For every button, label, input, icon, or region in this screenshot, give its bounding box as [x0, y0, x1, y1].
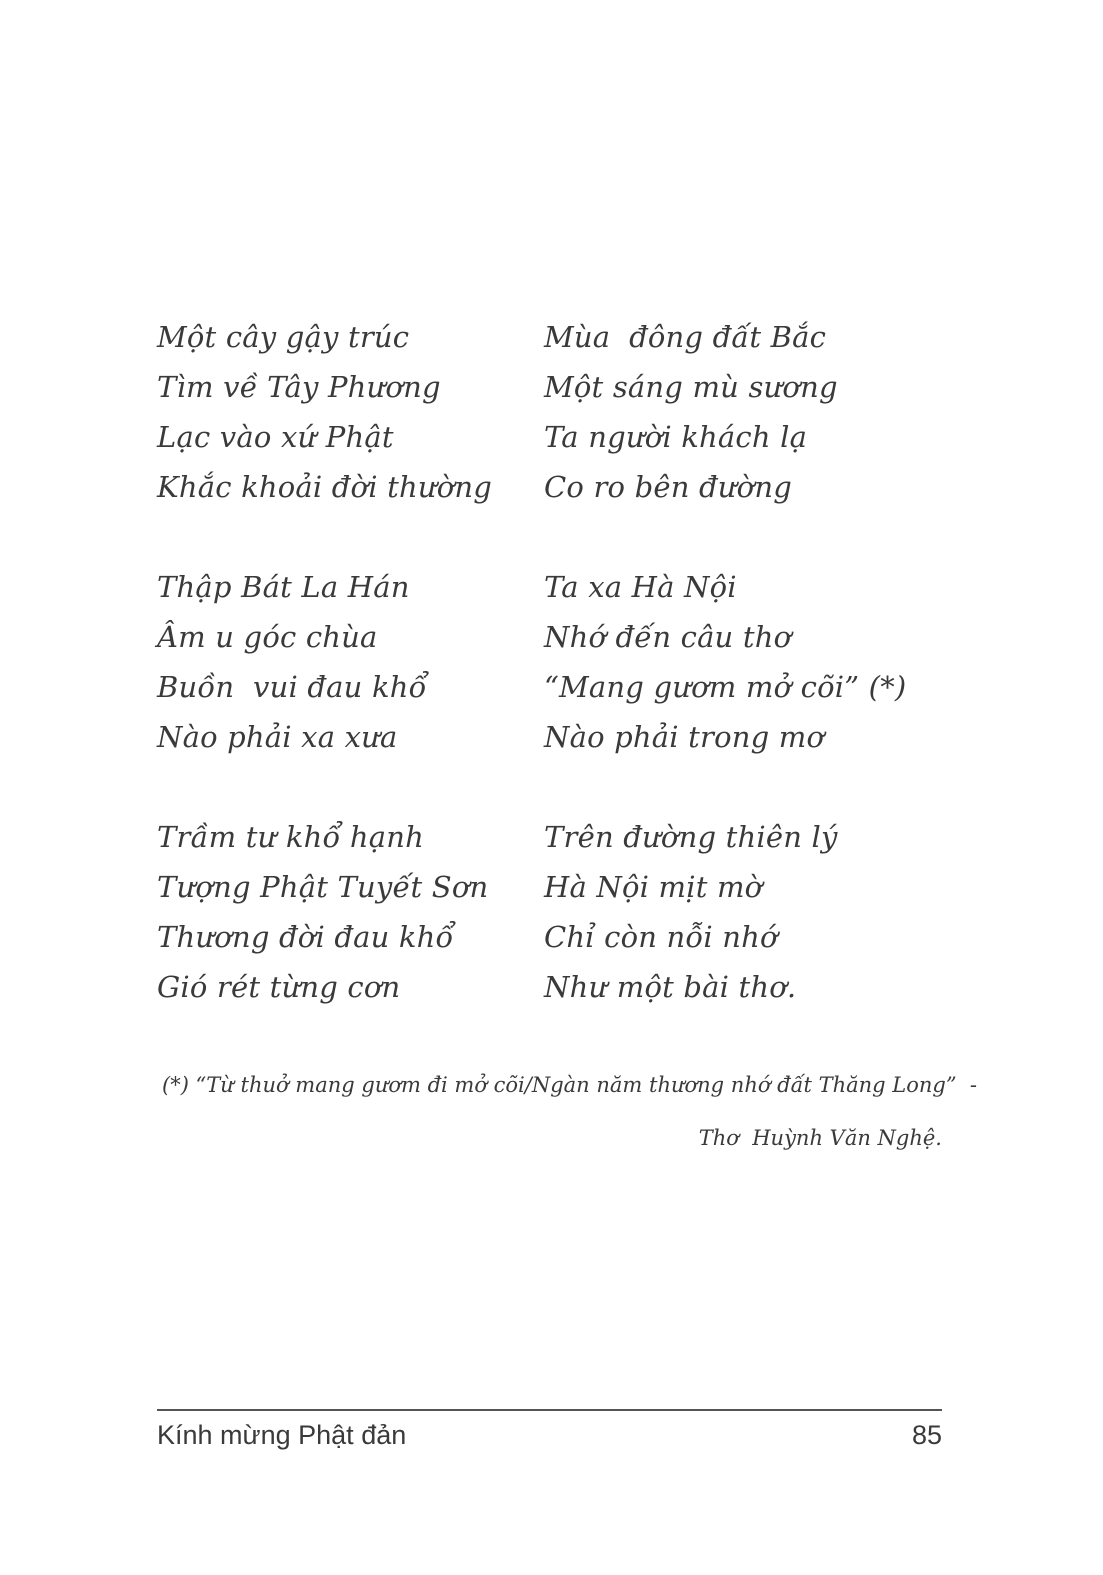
poem-line-left: Thương đời đau khổ — [157, 920, 454, 954]
poem-line-left: Gió rét từng cơn — [157, 970, 401, 1004]
poem-row — [157, 812, 937, 862]
poem-line-left: Lạc vào xứ Phật — [157, 420, 394, 454]
poem-line-left: Tìm về Tây Phương — [157, 370, 441, 404]
poem-line-right: Chỉ còn nỗi nhớ — [544, 920, 778, 954]
poem-row — [157, 562, 937, 612]
footnote-attribution: Thơ Huỳnh Văn Nghệ. — [698, 1126, 942, 1150]
poem-line-left: Thập Bát La Hán — [157, 570, 410, 604]
poem-line-left: Nào phải xa xưa — [157, 720, 398, 754]
poem-row — [157, 662, 937, 712]
stanza-3 — [157, 812, 937, 1012]
poem-row — [157, 862, 937, 912]
poem-line-right: Nào phải trong mơ — [544, 720, 825, 754]
poem-row — [157, 962, 937, 1012]
poem-line-right: Trên đường thiên lý — [544, 820, 838, 854]
poem-row — [157, 412, 937, 462]
stanza-2 — [157, 562, 937, 762]
poem — [157, 312, 937, 1062]
poem-line-right: Một sáng mù sương — [544, 370, 838, 404]
poem-row — [157, 712, 937, 762]
poem-row — [157, 312, 937, 362]
poem-line-left: Trầm tư khổ hạnh — [157, 820, 424, 854]
poem-line-left: Một cây gậy trúc — [157, 320, 410, 354]
poem-line-right: Co ro bên đường — [544, 470, 792, 504]
poem-line-left: Buồn vui đau khổ — [157, 670, 427, 704]
poem-line-right: Mùa đông đất Bắc — [544, 320, 827, 354]
page-footer — [157, 1420, 942, 1451]
poem-row — [157, 462, 937, 512]
poem-line-right: Nhớ đến câu thơ — [544, 620, 792, 654]
footnote-text: (*) “Từ thuở mang gươm đi mở cõi/Ngàn năm thương nhớ đất Thăng Long” - — [162, 1073, 978, 1097]
footer-divider — [157, 1409, 942, 1411]
poem-row — [157, 912, 937, 962]
poem-row — [157, 612, 937, 662]
poem-line-right: Như một bài thơ. — [544, 970, 797, 1004]
poem-line-left: Tượng Phật Tuyết Sơn — [157, 870, 489, 904]
poem-line-left: Khắc khoải đời thường — [157, 470, 493, 504]
poem-line-left: Âm u góc chùa — [157, 620, 378, 654]
poem-line-right: “Mang gươm mở cõi” (*) — [544, 670, 907, 704]
poem-line-right: Ta xa Hà Nội — [544, 570, 737, 604]
poem-line-right: Hà Nội mịt mờ — [544, 870, 763, 904]
page-number: 85 — [911, 1420, 942, 1450]
running-title: Kính mừng Phật đản — [157, 1420, 407, 1450]
stanza-1 — [157, 312, 937, 512]
poem-line-right: Ta người khách lạ — [544, 420, 808, 454]
poem-row — [157, 362, 937, 412]
